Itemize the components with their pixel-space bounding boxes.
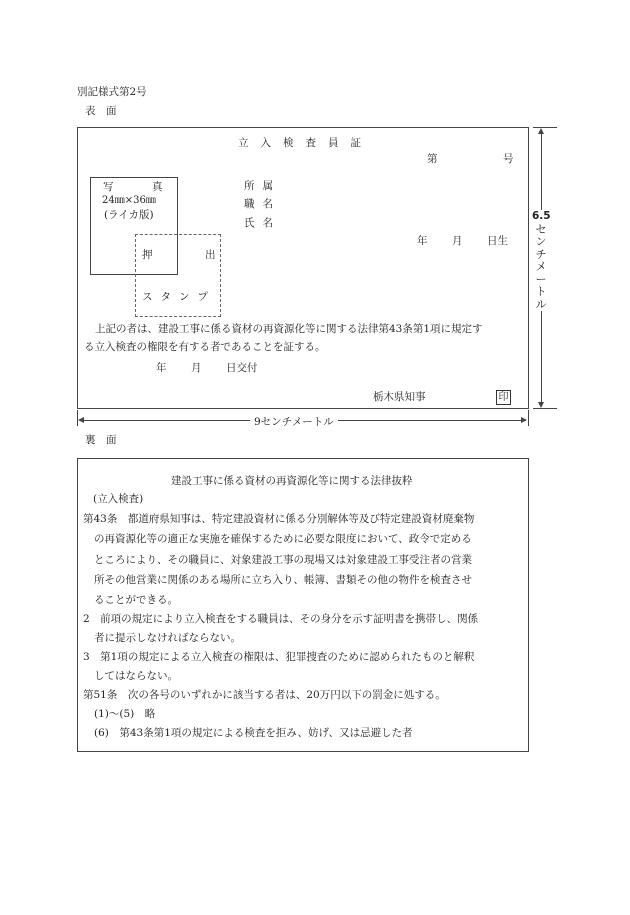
width-arrow-left-icon	[78, 417, 84, 423]
stamp-label-bottom: スタンプ	[142, 291, 216, 303]
certification-line-2: る立入検査の権限を有する者であることを証する。	[84, 341, 326, 353]
issue-day-suffix: 日交付	[226, 362, 258, 374]
height-dim-tick-top	[533, 127, 557, 128]
height-unit-char: セ	[535, 222, 547, 236]
paragraph-3-line: してはならない。	[94, 670, 178, 682]
photo-label-left: 写	[103, 181, 114, 193]
article-51-line: 第51条 次の各号のいずれかに該当する者は、20万円以下の罰金に処する。	[83, 689, 446, 701]
width-dimension-label: 9センチメートル	[250, 414, 338, 429]
width-dim-tick-right	[528, 410, 529, 426]
card-number-prefix: 第	[427, 153, 438, 165]
official-seal-box: 印	[496, 390, 511, 405]
width-arrow-right-icon	[521, 417, 527, 423]
name-label: 氏名	[244, 217, 281, 229]
article-43-line: の再資源化等の適正な実施を確保するために必要な限度において、政令で定める	[94, 533, 472, 545]
paragraph-3-line: 3 第1項の規定による立入検査の権限は、犯罪捜査のために認められたものと解釈	[83, 651, 475, 663]
height-arrow-up-icon	[538, 128, 544, 134]
card-title: 立入検査員証	[238, 137, 373, 149]
article-43-line: 第43条 都道府県知事は、特定建設資材に係る分別解体等及び特定建設資材廃棄物	[83, 513, 475, 525]
certification-line-1: 上記の者は、建設工事に係る資材の再資源化等に関する法律第43条第1項に規定す	[95, 323, 483, 335]
height-unit-char: チ	[535, 247, 547, 261]
affiliation-label: 所属	[244, 180, 281, 192]
height-dimension-label	[532, 210, 550, 311]
paragraph-2-line: 者に提示しなければならない。	[94, 632, 241, 644]
section-heading: (立入検査)	[93, 493, 144, 505]
photo-type: (ライカ版)	[104, 209, 154, 221]
paragraph-2-line: 2 前項の規定により立入検査をする職員は、その身分を示す証明書を携帯し、関係	[83, 613, 479, 625]
birth-year: 年	[417, 235, 428, 247]
issue-year: 年	[156, 362, 167, 374]
height-unit-char: メ	[535, 260, 547, 273]
omitted-items-line: (1)～(5) 略	[94, 708, 156, 720]
article-43-line: ところにより、その職員に、対象建設工事の現場又は対象建設工事受注者の営業	[94, 554, 472, 566]
photo-size: 24㎜×36㎜	[102, 195, 156, 206]
birth-day-suffix: 日生	[487, 235, 508, 247]
card-number-suffix: 号	[503, 153, 514, 165]
height-unit-char: ル	[535, 297, 547, 311]
back-side-label: 裏 面	[85, 434, 117, 446]
photo-label-right: 真	[152, 181, 163, 193]
article-43-line: 所その他営業に関係のある場所に立ち入り、帳簿、書類その他の物件を検査させ	[94, 574, 472, 586]
form-number-label: 別記様式第2号	[77, 86, 147, 98]
height-dim-tick-bottom	[533, 408, 557, 409]
height-unit-char: ー	[535, 272, 547, 286]
height-arrow-down-icon	[538, 402, 544, 408]
article-43-line: ることができる。	[94, 594, 178, 606]
back-title: 建設工事に係る資材の再資源化等に関する法律抜粋	[171, 475, 413, 487]
birth-month: 月	[452, 235, 463, 247]
issue-month: 月	[191, 362, 202, 374]
height-unit-char: ト	[535, 285, 547, 298]
issuer-name: 栃木県知事	[373, 391, 426, 403]
position-label: 職名	[244, 198, 281, 210]
height-dimension-number: 6.5	[532, 210, 551, 222]
front-side-label: 表 面	[85, 105, 117, 117]
item-6-line: (6) 第43条第1項の規定による検査を拒み、妨げ、又は忌避した者	[94, 727, 413, 739]
stamp-box	[135, 234, 221, 317]
stamp-label-right: 出	[205, 249, 216, 261]
height-unit-char: ン	[535, 235, 547, 248]
stamp-label-left: 押	[142, 249, 153, 261]
